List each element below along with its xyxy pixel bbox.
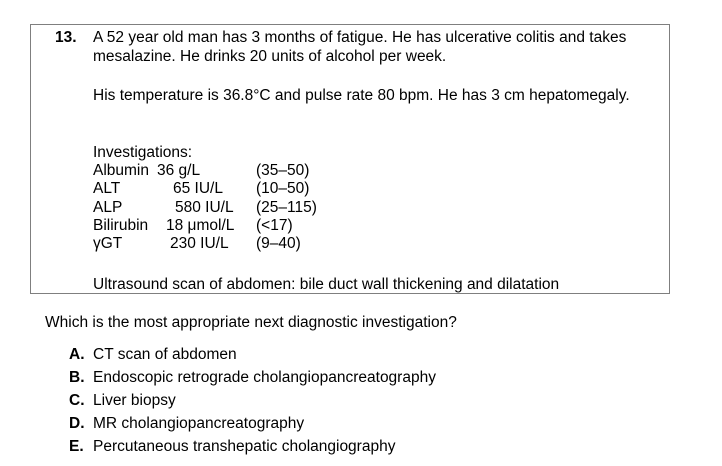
lab-test-range: (35–50)	[256, 162, 310, 179]
option-letter: C.	[69, 392, 85, 409]
lab-test-value: 230 IU/L	[170, 235, 229, 252]
lab-test-range: (9–40)	[256, 235, 301, 252]
lab-test-name: Albumin	[93, 162, 149, 179]
answer-option-b[interactable]	[69, 368, 436, 387]
option-text: CT scan of abdomen	[93, 346, 237, 363]
question-number: 13.	[55, 29, 77, 46]
lab-test-name: Bilirubin	[93, 217, 149, 234]
lab-test-range: (<17)	[256, 217, 293, 234]
stem-ultrasound: Ultrasound scan of abdomen: bile duct wall thickening and dilatation	[93, 276, 560, 293]
option-letter: B.	[69, 369, 85, 386]
lab-test-range: (10–50)	[256, 180, 310, 197]
answer-option-c[interactable]	[69, 391, 176, 410]
option-text: Liver biopsy	[93, 392, 176, 409]
answer-option-d[interactable]	[69, 414, 304, 433]
answer-option-a[interactable]	[69, 345, 237, 364]
investigations-heading: Investigations:	[93, 144, 193, 161]
lab-test-name: ALT	[93, 180, 121, 197]
lab-test-value: 36 g/L	[157, 162, 201, 179]
option-text: MR cholangiopancreatography	[93, 415, 305, 432]
option-text: Percutaneous transhepatic cholangiography	[93, 438, 396, 455]
lab-test-value: 65 IU/L	[173, 180, 223, 197]
option-text: Endoscopic retrograde cholangiopancreatography	[93, 369, 436, 386]
question-lead-in: Which is the most appropriate next diagnostic investigation?	[45, 314, 457, 331]
stem-history: A 52 year old man has 3 months of fatigue. He has ulcerative colitis and takes mesalazine. He drinks 20 units of alcohol per week.	[93, 29, 627, 65]
option-letter: A.	[69, 346, 85, 363]
option-letter: E.	[69, 438, 84, 455]
lab-test-name: ALP	[93, 199, 123, 216]
option-letter: D.	[69, 415, 85, 432]
answer-option-e[interactable]	[69, 437, 395, 456]
lab-test-value: 580 IU/L	[175, 199, 234, 216]
lab-test-range: (25–115)	[256, 199, 317, 216]
stem-examination: His temperature is 36.8°C and pulse rate 80 bpm. He has 3 cm hepatomegaly.	[93, 87, 630, 104]
lab-test-value: 18 μmol/L	[166, 217, 235, 234]
lab-test-name: γGT	[93, 235, 123, 252]
